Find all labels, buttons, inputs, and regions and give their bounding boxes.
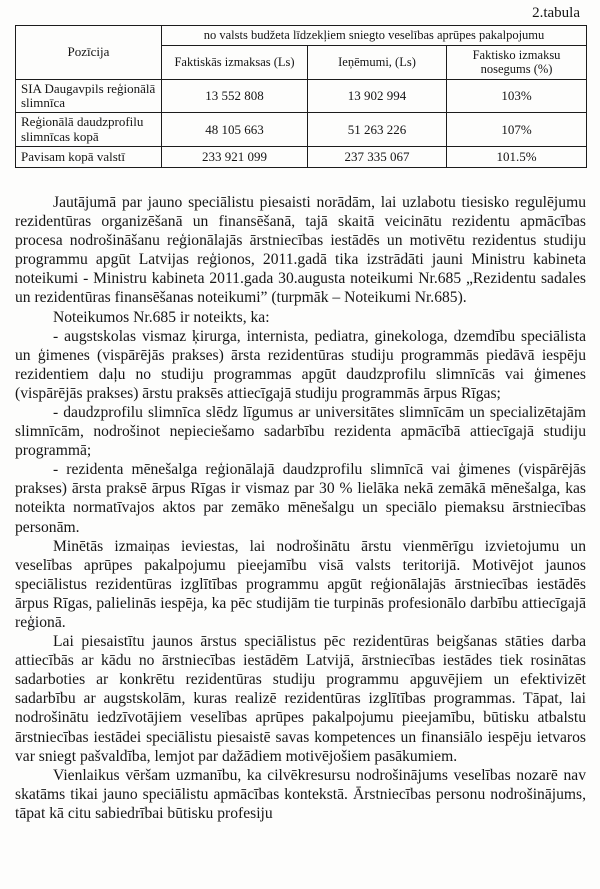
cell-costs: 233 921 099 bbox=[162, 146, 308, 167]
col-header-pozicija: Pozīcija bbox=[16, 26, 162, 80]
paragraph: Noteikumos Nr.685 ir noteikts, ka: bbox=[53, 308, 270, 326]
funding-table bbox=[15, 25, 587, 168]
table-header-row-1 bbox=[16, 26, 587, 46]
cell-position: Reģionālā daudzprofilu slimnīcas kopā bbox=[16, 113, 162, 147]
cell-coverage: 107% bbox=[447, 113, 587, 147]
cell-income: 13 902 994 bbox=[308, 79, 447, 113]
paragraph: - augstskolas vismaz ķirurga, internista, pediatra, ginekologa, dzemdību speciālista un ģimenes (vispārējās prakses) ārsta rezidentūras studiju programmās piedāvā iespēju rezidentiem daļu no studiju programmas apgūt daudzprofilu slimnīcās vai ģimenes (vispārējās prakses) ārstu praksēs attiecīgajā studiju programmās ārpus Rīgas; bbox=[15, 327, 586, 402]
paragraph: Jautājumā par jauno speciālistu piesaisti norādām, lai uzlabotu tiesisko regulējumu rezidentūras organizēšanā un finansēšanā, tajā skaitā veicinātu rezidentu apmācības procesa nodrošināšanu reģionālajās ārstniecības iestādēs un motivētu rezidentus studiju programmu apgūt Latvijas reģionos, 2011.gadā tika izstrādāti jauni Ministru kabineta noteikumi - Ministru kabineta 2011.gada 30.augusta noteikumi Nr.685 „Rezidentu sadales un rezidentūras finansēšanas noteikumi” (turpmāk – Noteikumi Nr.685). bbox=[15, 193, 586, 307]
paragraph: Lai piesaistītu jaunos ārstus speciālistus pēc rezidentūras beigšanas stāties darba attiecībās ar kādu no ārstniecības iestādēm Latvijā, ārstniecības iestādes tiek rosinātas sadarboties ar konkrētu rezidentūras studiju programmu apguvējiem un efektivizēt sadarbību ar augstskolām, kuras realizē rezidentūras izglītības programmas. Tāpat, lai nodrošinātu iedzīvotājiem veselības aprūpes pakalpojumu pieejamību, būtisku atbalstu ārstniecības iestādei speciālistu piesaistē savas kompetences un finansiālo iespēju ietvaros var sniegt pašvaldība, lemjot par dažādiem motivējošiem pasākumiem. bbox=[15, 633, 586, 765]
cell-position: SIA Daugavpils reģionālā slimnīca bbox=[16, 79, 162, 113]
paragraph: Vienlaikus vēršam uzmanību, ka cilvēkresursu nodrošinājums veselības nozarē nav skatāms tikai jauno speciālistu apmācības kontekstā. Ārstniecības personu nodrošinājums, tāpat kā citu sabiedrībai būtisku profesiju bbox=[15, 766, 586, 822]
paragraph: - rezidenta mēnešalga reģionālajā daudzprofilu slimnīcā vai ģimenes (vispārējās prakses) ārsta praksē ārpus Rīgas ir vismaz par 30 % lielāka nekā zemākā mēnešalga, kas noteikta normatīvajos aktos par zemāko mēnešalgu un speciālo piemaksu ārstniecības personām. bbox=[15, 461, 586, 536]
cell-income: 51 263 226 bbox=[308, 113, 447, 147]
cell-position: Pavisam kopā valstī bbox=[16, 146, 162, 167]
col-header-income: Ieņēmumi, (Ls) bbox=[308, 46, 447, 80]
cell-coverage: 101.5% bbox=[447, 146, 587, 167]
cell-income: 237 335 067 bbox=[308, 146, 447, 167]
table-row bbox=[16, 113, 587, 147]
cell-coverage: 103% bbox=[447, 79, 587, 113]
col-header-costs: Faktiskās izmaksas (Ls) bbox=[162, 46, 308, 80]
document-body bbox=[15, 193, 586, 823]
paragraph: - daudzprofilu slimnīca slēdz līgumus ar universitātes slimnīcām un specializētajām slimnīcām, nodrošinot nepieciešamo sadarbību rezidenta apmācībā attiecīgajā studiju programmā; bbox=[15, 403, 586, 460]
paragraph: Minētās izmaiņas ieviestas, lai nodrošinātu ārstu vienmērīgu izvietojumu un veselības aprūpes pakalpojumu pieejamību visā valsts teritorijā. Motivējot jaunos speciālistus rezidentūras izglītības programmu apgūt reģionālajās ārstniecības iestādēs ārpus Rīgas, palielinās iespēja, ka pēc studijām tie turpinās profesionālo darbību attiecīgajā reģionā. bbox=[15, 537, 586, 631]
cell-costs: 48 105 663 bbox=[162, 113, 308, 147]
table-row bbox=[16, 79, 587, 113]
cell-costs: 13 552 808 bbox=[162, 79, 308, 113]
table-caption: 2.tabula bbox=[532, 5, 580, 21]
table-row bbox=[16, 146, 587, 167]
table-span-header: no valsts budžeta līdzekļiem sniegto veselības aprūpes pakalpojumu bbox=[162, 26, 587, 46]
col-header-coverage: Faktisko izmaksu nosegums (%) bbox=[447, 46, 587, 80]
